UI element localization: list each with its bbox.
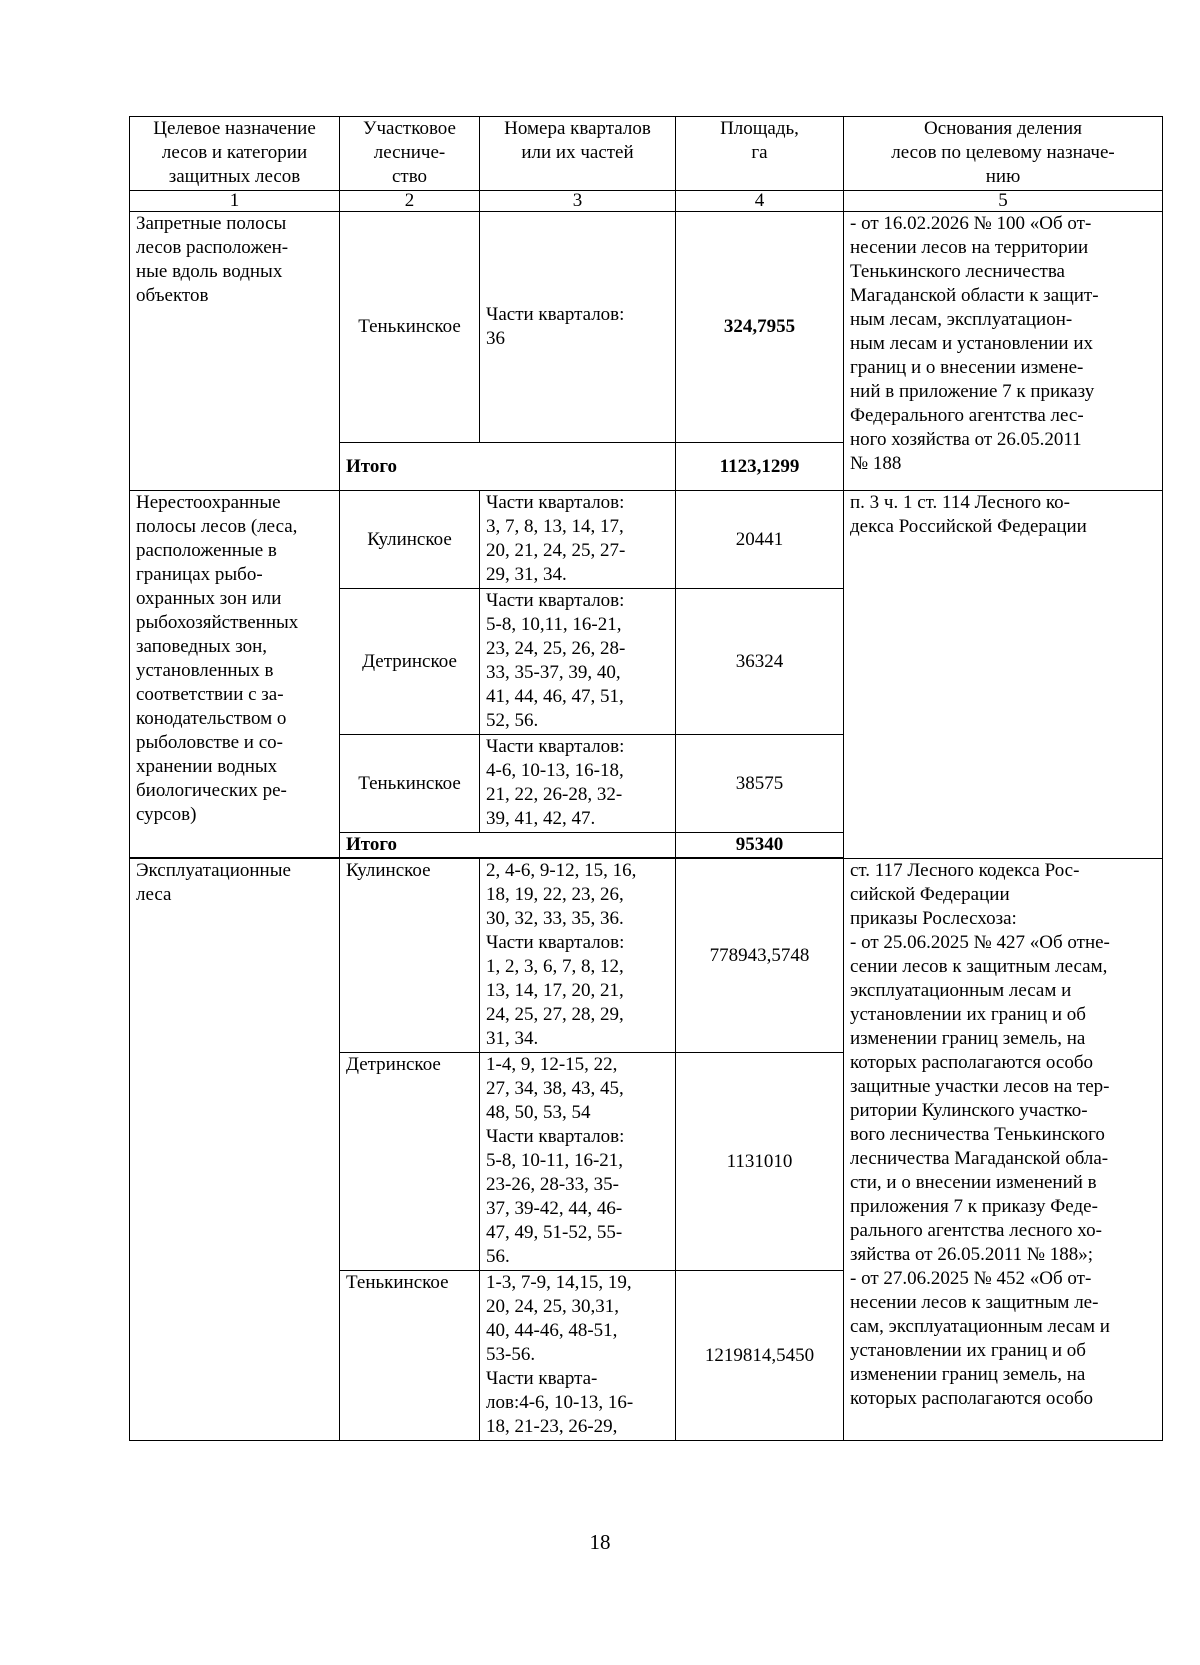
text-line: Основания деления — [924, 118, 1082, 139]
forestry-cell: Тенькинское — [340, 1271, 480, 1441]
text-line: ного хозяйства от 26.05.2011 — [850, 429, 1082, 450]
text-line: биологических ре- — [136, 780, 287, 801]
text-line: 1, 2, 3, 6, 7, 8, 12, — [486, 956, 624, 977]
text-line: Номера кварталов — [504, 118, 651, 139]
category-cell — [130, 491, 340, 858]
total-label: Итого — [340, 833, 676, 858]
text-line: 52, 56. — [486, 710, 539, 731]
text-line: или их частей — [521, 142, 634, 163]
forest-purpose-table — [129, 116, 1163, 1441]
text-line: 27, 34, 38, 43, 45, — [486, 1078, 624, 1099]
text-line: 5-8, 10,11, 16-21, — [486, 614, 622, 635]
area-cell: 324,7955 — [676, 212, 844, 443]
text-line: Части кварталов: — [486, 1126, 625, 1147]
table-header-row — [130, 117, 1163, 191]
text-line: 21, 22, 26-28, 32- — [486, 784, 623, 805]
text-line: 30, 32, 33, 35, 36. — [486, 908, 624, 929]
forestry-cell: Кулинское — [340, 859, 480, 1053]
text-line: 4-6, 10-13, 16-18, — [486, 760, 624, 781]
text-line: леса — [136, 884, 172, 905]
text-line: границах рыбо- — [136, 564, 263, 585]
text-line: сении лесов к защитным лесам, — [850, 956, 1108, 977]
text-line: лесов расположен- — [136, 237, 289, 258]
column-number: 5 — [844, 191, 1163, 212]
text-line: 2, 4-6, 9-12, 15, 16, — [486, 860, 637, 881]
text-line: ст. 117 Лесного кодекса Рос- — [850, 860, 1080, 881]
text-line: Тенькинского лесничества — [850, 261, 1065, 282]
text-line: Части кварталов: — [486, 590, 625, 611]
text-line: Части кварта- — [486, 1368, 598, 1389]
text-line: 20, 24, 25, 30,31, — [486, 1296, 619, 1317]
text-line: сти, и о внесении изменений в — [850, 1172, 1097, 1193]
column-number-row — [130, 191, 1163, 212]
text-line: 37, 39-42, 44, 46- — [486, 1198, 623, 1219]
area-cell: 20441 — [676, 491, 844, 589]
text-line: конодательством о — [136, 708, 287, 729]
text-line: Участковое — [363, 118, 456, 139]
text-line: эксплуатационным лесам и — [850, 980, 1072, 1001]
text-line: 23, 24, 25, 26, 28- — [486, 638, 626, 659]
text-line: Площадь, — [720, 118, 799, 139]
text-line: 53-56. — [486, 1344, 536, 1365]
text-line: установленных в — [136, 660, 274, 681]
forestry-cell: Тенькинское — [340, 212, 480, 443]
text-line: Запретные полосы — [136, 213, 287, 234]
header-basis — [844, 117, 1163, 191]
text-line: защитных лесов — [168, 166, 301, 187]
text-line: Части кварталов: — [486, 304, 625, 325]
text-line: ным лесам, эксплуатацион- — [850, 309, 1073, 330]
text-line: охранных зон или — [136, 588, 282, 609]
quarters-cell — [480, 859, 676, 1053]
area-cell: 1131010 — [676, 1053, 844, 1271]
basis-cell — [844, 491, 1163, 859]
text-line: лесов по целевому назначе- — [891, 142, 1115, 163]
text-line: 13, 14, 17, 20, 21, — [486, 980, 624, 1001]
text-line: полосы лесов (леса, — [136, 516, 298, 537]
text-line: сурсов) — [136, 804, 197, 825]
text-line: лесов и категории — [161, 142, 308, 163]
text-line: Нерестоохранные — [136, 492, 281, 513]
text-line: сам, эксплуатационным лесам и — [850, 1316, 1110, 1337]
text-line: соответствии с за- — [136, 684, 284, 705]
area-cell: 38575 — [676, 735, 844, 833]
page-number: 18 — [589, 1530, 611, 1554]
text-line: декса Российской Федерации — [850, 516, 1087, 537]
text-line: - от 27.06.2025 № 452 «Об от- — [850, 1268, 1092, 1289]
text-line: Части кварталов: — [486, 932, 625, 953]
text-line: установлении их границ и об — [850, 1340, 1086, 1361]
text-line: несении лесов к защитным ле- — [850, 1292, 1099, 1313]
basis-cell — [844, 212, 1163, 491]
text-line: 1-4, 9, 12-15, 22, — [486, 1054, 618, 1075]
header-area — [676, 117, 844, 191]
text-line: которых располагаются особо — [850, 1388, 1093, 1409]
text-line: защитные участки лесов на тер- — [850, 1076, 1110, 1097]
text-line: Федерального агентства лес- — [850, 405, 1084, 426]
text-line: изменении границ земель, на — [850, 1028, 1086, 1049]
text-line: рыболовстве и со- — [136, 732, 283, 753]
table-row — [130, 859, 1163, 1053]
column-number: 4 — [676, 191, 844, 212]
text-line: - от 25.06.2025 № 427 «Об отне- — [850, 932, 1110, 953]
text-line: 1-3, 7-9, 14,15, 19, — [486, 1272, 632, 1293]
text-line: Целевое назначение — [153, 118, 316, 139]
category-cell — [130, 212, 340, 491]
text-line: ным лесам и установлении их — [850, 333, 1094, 354]
area-cell: 1219814,5450 — [676, 1271, 844, 1441]
forestry-cell: Кулинское — [340, 491, 480, 589]
text-line: - от 16.02.2026 № 100 «Об от- — [850, 213, 1092, 234]
text-line: хранении водных — [136, 756, 278, 777]
text-line: № 188 — [850, 453, 902, 474]
text-line: 20, 21, 24, 25, 27- — [486, 540, 626, 561]
forestry-cell: Тенькинское — [340, 735, 480, 833]
quarters-cell — [480, 491, 676, 589]
text-line: 3, 7, 8, 13, 14, 17, — [486, 516, 624, 537]
text-line: 39, 41, 42, 47. — [486, 808, 596, 829]
text-line: несении лесов на территории — [850, 237, 1089, 258]
text-line: 56. — [486, 1246, 510, 1267]
text-line: расположенные в — [136, 540, 277, 561]
area-cell: 778943,5748 — [676, 859, 844, 1053]
forestry-cell: Детринское — [340, 589, 480, 735]
text-line: 29, 31, 34. — [486, 564, 567, 585]
text-line: 33, 35-37, 39, 40, — [486, 662, 621, 683]
text-line: нию — [985, 166, 1021, 187]
quarters-cell — [480, 589, 676, 735]
table-row — [130, 491, 1163, 589]
text-line: которых располагаются особо — [850, 1052, 1093, 1073]
text-line: рального агентства лесного хо- — [850, 1220, 1102, 1241]
text-line: 40, 44-46, 48-51, — [486, 1320, 618, 1341]
column-number: 2 — [340, 191, 480, 212]
text-line: Эксплуатационные — [136, 860, 291, 881]
text-line: 24, 25, 27, 28, 29, — [486, 1004, 624, 1025]
text-line: 18, 19, 22, 23, 26, — [486, 884, 624, 905]
text-line: Магаданской области к защит- — [850, 285, 1099, 306]
text-line: ные вдоль водных — [136, 261, 283, 282]
text-line: зяйства от 26.05.2011 № 188»; — [850, 1244, 1094, 1265]
text-line: приложения 7 к приказу Феде- — [850, 1196, 1098, 1217]
total-value: 1123,1299 — [676, 443, 844, 491]
text-line: заповедных зон, — [136, 636, 268, 657]
text-line: границ и о внесении измене- — [850, 357, 1084, 378]
text-line: 36 — [486, 328, 505, 349]
text-line: 18, 21-23, 26-29, — [486, 1416, 618, 1437]
text-line: 48, 50, 53, 54 — [486, 1102, 591, 1123]
text-line: ство — [391, 166, 428, 187]
text-line: изменении границ земель, на — [850, 1364, 1086, 1385]
category-cell — [130, 859, 340, 1441]
text-line: 47, 49, 51-52, 55- — [486, 1222, 623, 1243]
text-line: ритории Кулинского участко- — [850, 1100, 1088, 1121]
quarters-cell — [480, 212, 676, 443]
text-line: лесничества Магаданской обла- — [850, 1148, 1109, 1169]
text-line: 41, 44, 46, 47, 51, — [486, 686, 624, 707]
quarters-cell — [480, 1271, 676, 1441]
text-line: п. 3 ч. 1 ст. 114 Лесного ко- — [850, 492, 1071, 513]
basis-cell — [844, 859, 1163, 1441]
header-forestry — [340, 117, 480, 191]
text-line: га — [751, 142, 768, 163]
text-line: рыбохозяйственных — [136, 612, 299, 633]
area-cell: 36324 — [676, 589, 844, 735]
text-line: вого лесничества Тенькинского — [850, 1124, 1105, 1145]
text-line: сийской Федерации — [850, 884, 1010, 905]
text-line: 5-8, 10-11, 16-21, — [486, 1150, 624, 1171]
quarters-cell — [480, 735, 676, 833]
total-value: 95340 — [676, 833, 844, 858]
forestry-cell: Детринское — [340, 1053, 480, 1271]
quarters-cell — [480, 1053, 676, 1271]
text-line: 23-26, 28-33, 35- — [486, 1174, 619, 1195]
header-quarters — [480, 117, 676, 191]
total-label: Итого — [340, 443, 676, 491]
text-line: объектов — [136, 285, 209, 306]
column-number: 1 — [130, 191, 340, 212]
text-line: приказы Рослесхоза: — [850, 908, 1017, 929]
text-line: 31, 34. — [486, 1028, 539, 1049]
text-line: Части кварталов: — [486, 736, 625, 757]
text-line: установлении их границ и об — [850, 1004, 1086, 1025]
header-purpose — [130, 117, 340, 191]
text-line: лесниче- — [373, 142, 446, 163]
text-line: ний в приложение 7 к приказу — [850, 381, 1095, 402]
table-row — [130, 212, 1163, 443]
text-line: лов:4-6, 10-13, 16- — [486, 1392, 634, 1413]
column-number: 3 — [480, 191, 676, 212]
text-line: Части кварталов: — [486, 492, 625, 513]
